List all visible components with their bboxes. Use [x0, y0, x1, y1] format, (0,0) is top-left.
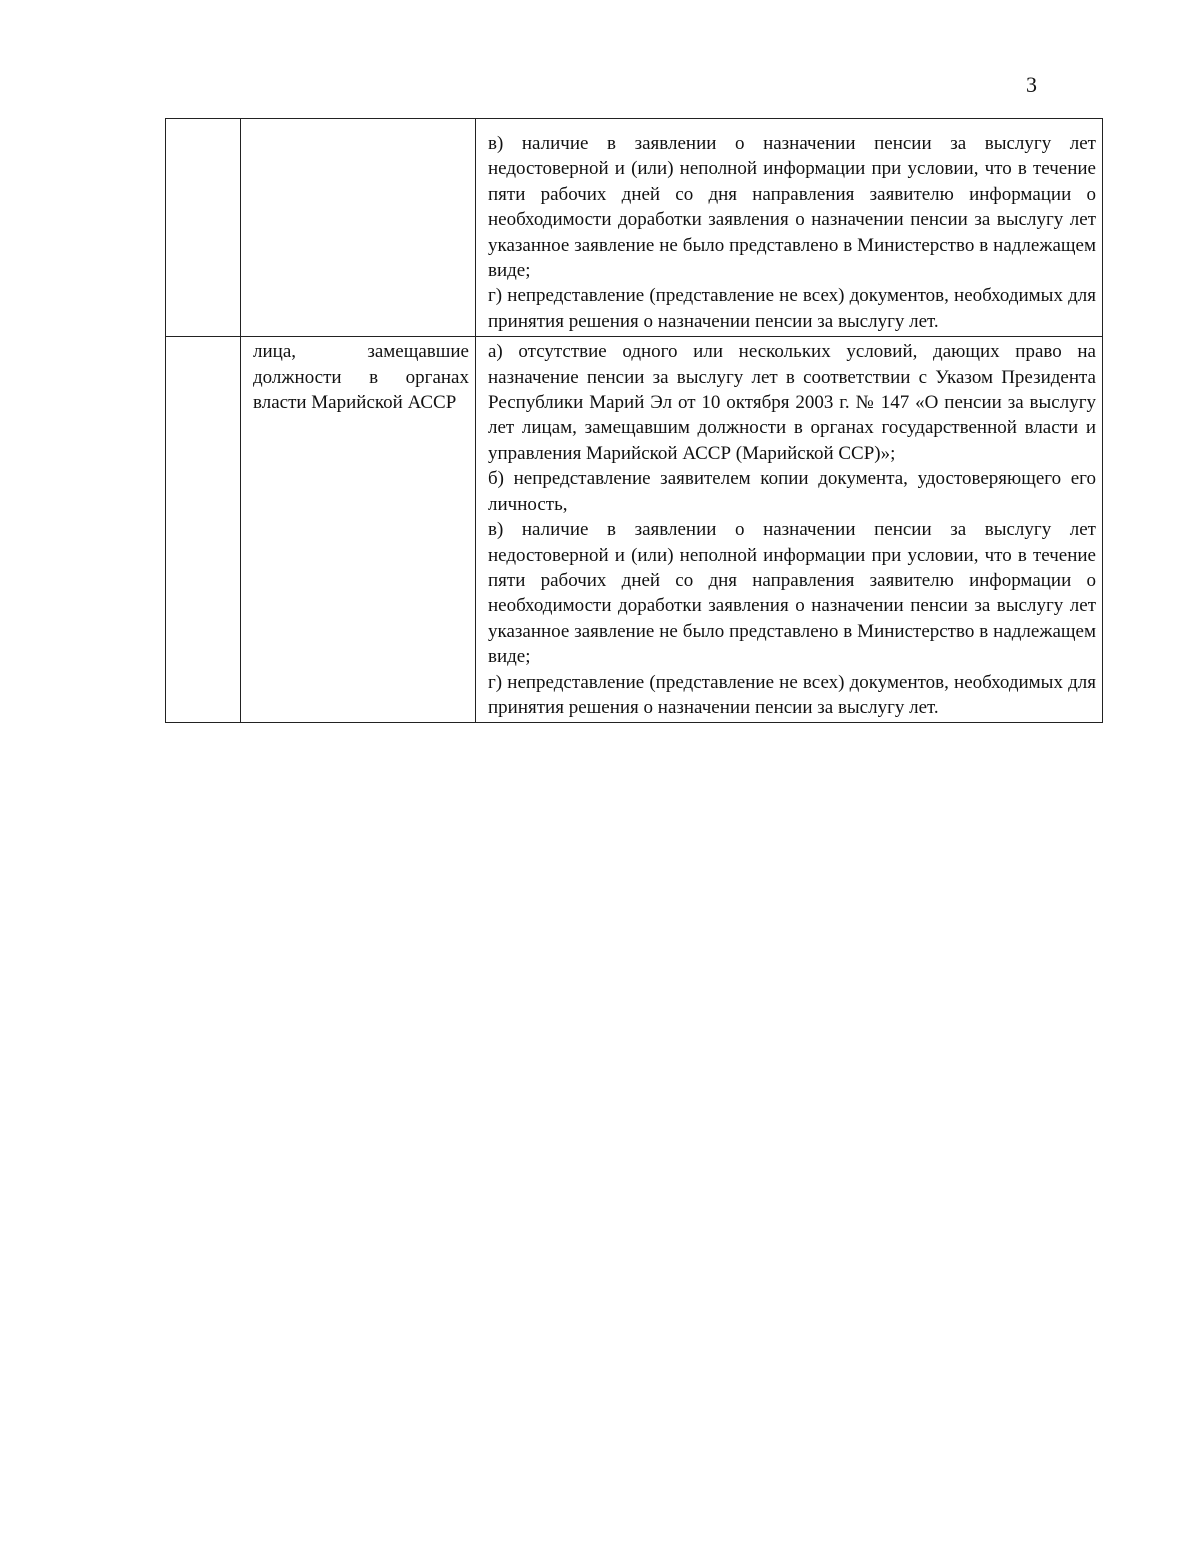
paragraph-v: в) наличие в заявлении о назначении пенсии за выслугу лет недостоверной и (или) неполной информации при условии, что в течение пяти рабочих дней со дня направления заявителю информации о необходимости доработки заявления о назначении пенсии за выслугу лет указанное заявление не было представлено в Министерство в надлежащем виде; — [488, 133, 1096, 282]
paragraph-g: г) непредставление (представление не всех) документов, необходимых для принятия решения о назначении пенсии за выслугу лет. — [488, 671, 1096, 718]
grounds-cell — [476, 119, 1103, 337]
category-text: лица, замещавшие должности в органах власти Марийской АССР — [253, 341, 469, 414]
table-row — [166, 337, 1103, 723]
paragraph-b: б) непредставление заявителем копии документа, удостоверяющего его личность, — [488, 468, 1096, 515]
paragraph-v: в) наличие в заявлении о назначении пенсии за выслугу лет недостоверной и (или) неполной информации при условии, что в течение пяти рабочих дней со дня направления заявителю информации о необходимости доработки заявления о назначении пенсии за выслугу лет указанное заявление не было представлено в Министерство в надлежащем виде; — [488, 519, 1096, 668]
paragraph-a: а) отсутствие одного или нескольких условий, дающих право на назначение пенсии за выслугу лет в соответствии с Указом Президента Республики Марий Эл от 10 октября 2003 г. № 147 «О пенсии за выслугу лет лицам, замещавшим должности в органах государственной власти и управления Марийской АССР (Марийской ССР)»; — [488, 341, 1096, 464]
row-number-cell — [166, 337, 241, 723]
table-row — [166, 119, 1103, 337]
grounds-cell — [476, 337, 1103, 723]
paragraph-g: г) непредставление (представление не всех) документов, необходимых для принятия решения о назначении пенсии за выслугу лет. — [488, 285, 1096, 332]
page-number: 3 — [1026, 72, 1037, 97]
category-cell — [241, 119, 476, 337]
grounds-table — [165, 118, 1103, 723]
category-cell — [241, 337, 476, 723]
row-number-cell — [166, 119, 241, 337]
